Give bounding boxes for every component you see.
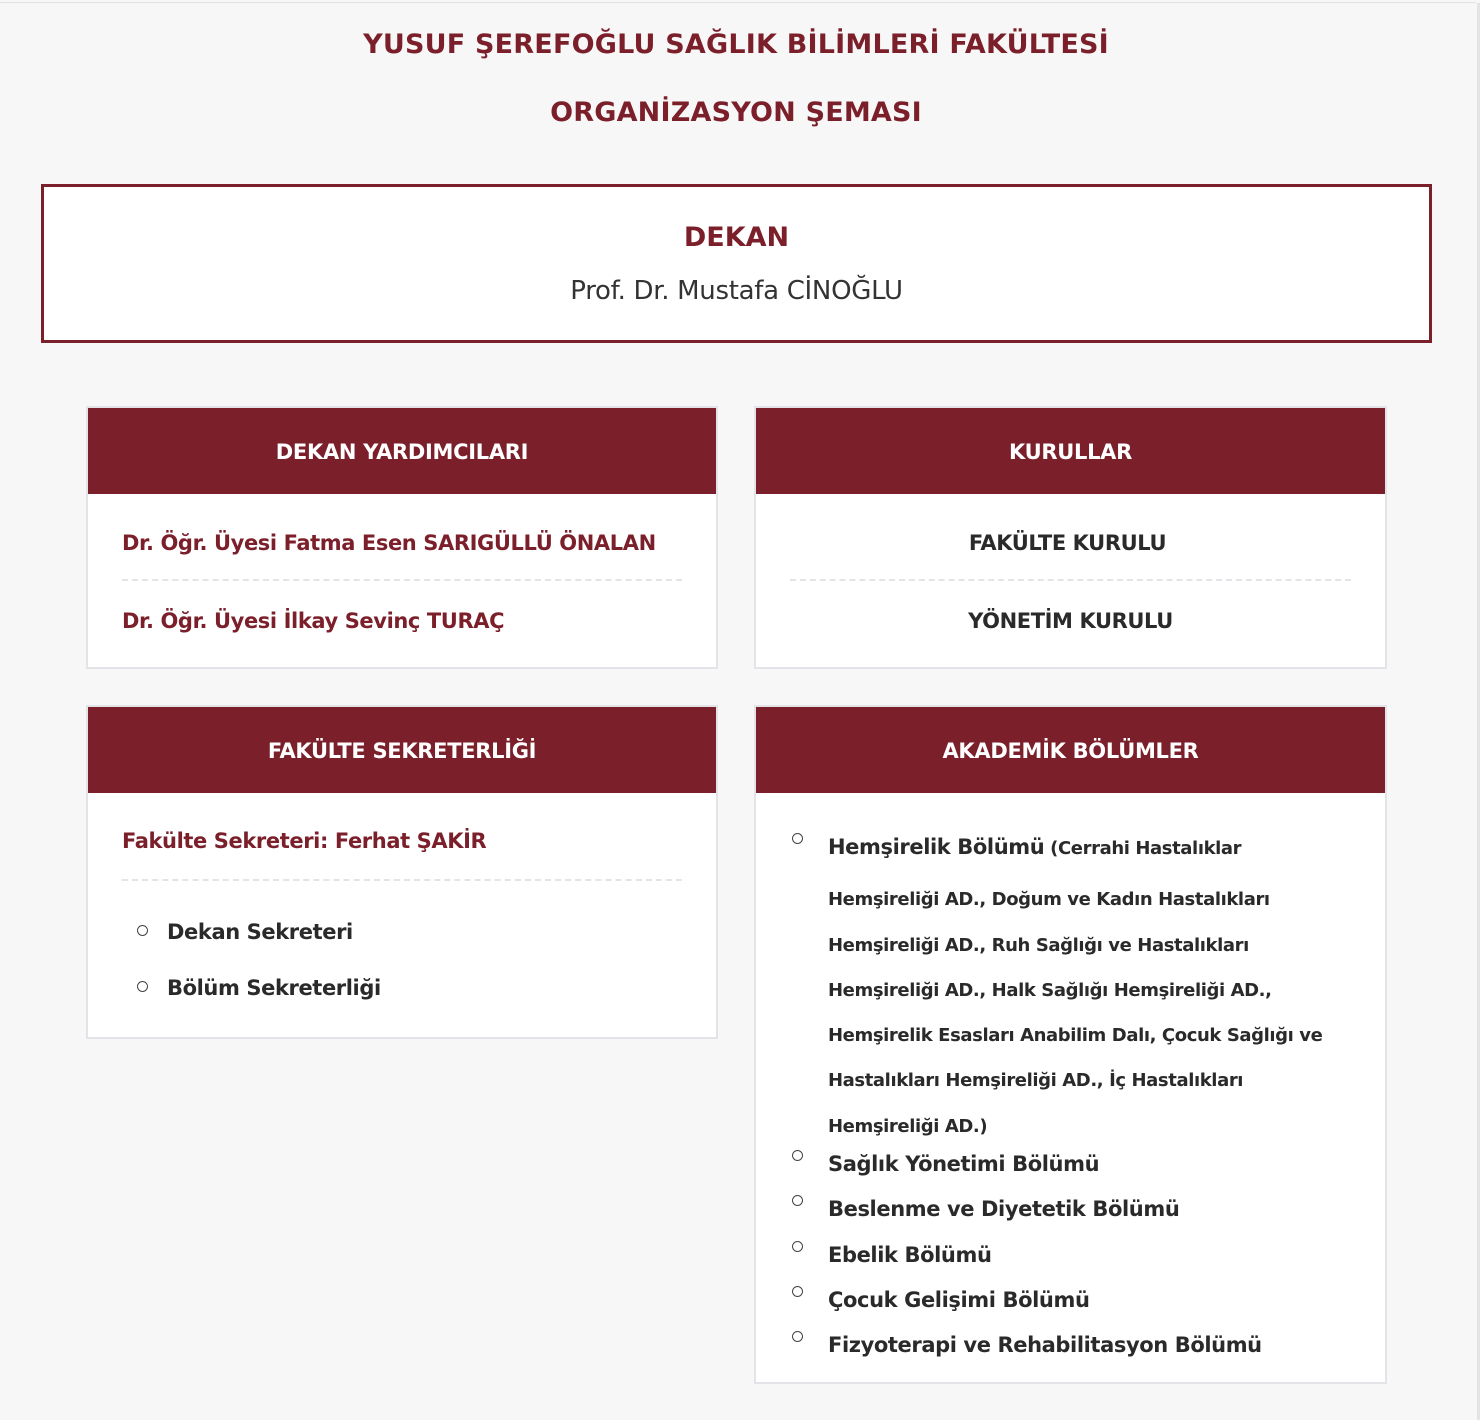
council-item-management[interactable]: YÖNETİM KURULU xyxy=(968,609,1173,633)
nursing-detail-line: Hemşireliği AD., Ruh Sağlığı ve Hastalıkları xyxy=(828,934,1249,956)
department-item[interactable]: Çocuk Gelişimi Bölümü xyxy=(828,1288,1090,1312)
vice-deans-header: DEKAN YARDIMCILARI xyxy=(88,408,716,494)
circle-bullet-icon xyxy=(792,1286,803,1297)
councils-card xyxy=(754,406,1387,669)
top-border xyxy=(0,2,1476,3)
dean-label: DEKAN xyxy=(683,222,790,253)
secretariat-item[interactable]: Dekan Sekreteri xyxy=(167,920,353,944)
department-item[interactable]: Beslenme ve Diyetetik Bölümü xyxy=(828,1197,1180,1221)
secretariat-card xyxy=(86,705,718,1039)
circle-bullet-icon xyxy=(792,1241,803,1252)
divider xyxy=(122,879,682,881)
vice-dean-item[interactable]: Dr. Öğr. Üyesi Fatma Esen SARIGÜLLÜ ÖNALAN xyxy=(122,531,656,555)
vice-deans-card xyxy=(86,406,718,669)
circle-bullet-icon xyxy=(792,1150,803,1161)
dean-name: Prof. Dr. Mustafa CİNOĞLU xyxy=(570,276,903,306)
secretariat-header: FAKÜLTE SEKRETERLİĞİ xyxy=(88,707,716,793)
circle-bullet-icon xyxy=(792,833,803,844)
department-item[interactable]: Ebelik Bölümü xyxy=(828,1243,992,1267)
nursing-detail-line: Hastalıkları Hemşireliği AD., İç Hastalıkları xyxy=(828,1070,1244,1092)
councils-header: KURULLAR xyxy=(756,408,1385,494)
council-item-faculty[interactable]: FAKÜLTE KURULU xyxy=(968,531,1167,555)
circle-bullet-icon xyxy=(792,1331,803,1342)
chart-title: ORGANİZASYON ŞEMASI xyxy=(550,97,922,128)
nursing-detail-line: Hemşirelik Esasları Anabilim Dalı, Çocuk Sağlığı ve xyxy=(828,1025,1323,1047)
department-item[interactable]: Fizyoterapi ve Rehabilitasyon Bölümü xyxy=(828,1333,1262,1357)
departments-card xyxy=(754,705,1387,1384)
divider xyxy=(790,579,1351,581)
nursing-detail-line: Hemşireliği AD.) xyxy=(828,1115,988,1137)
nursing-detail-line: Hemşireliği AD., Doğum ve Kadın Hastalıkları xyxy=(828,889,1270,911)
nursing-department-name: Hemşirelik Bölümü xyxy=(828,835,1045,859)
faculty-secretary[interactable]: Fakülte Sekreteri: Ferhat ŞAKİR xyxy=(122,829,487,853)
circle-bullet-icon xyxy=(137,925,148,936)
faculty-title: YUSUF ŞEREFOĞLU SAĞLIK BİLİMLERİ FAKÜLTESİ xyxy=(363,29,1109,60)
circle-bullet-icon xyxy=(792,1195,803,1206)
nursing-detail-line: (Cerrahi Hastalıklar xyxy=(1050,838,1242,859)
vice-dean-item[interactable]: Dr. Öğr. Üyesi İlkay Sevinç TURAÇ xyxy=(122,609,505,633)
nursing-department[interactable] xyxy=(828,832,1358,1149)
departments-header: AKADEMİK BÖLÜMLER xyxy=(756,707,1385,793)
dean-box xyxy=(41,184,1432,343)
divider xyxy=(122,579,682,581)
department-item[interactable]: Sağlık Yönetimi Bölümü xyxy=(828,1152,1100,1176)
circle-bullet-icon xyxy=(137,981,148,992)
nursing-detail-line: Hemşireliği AD., Halk Sağlığı Hemşireliği AD., xyxy=(828,979,1272,1001)
secretariat-item[interactable]: Bölüm Sekreterliği xyxy=(167,976,381,1000)
